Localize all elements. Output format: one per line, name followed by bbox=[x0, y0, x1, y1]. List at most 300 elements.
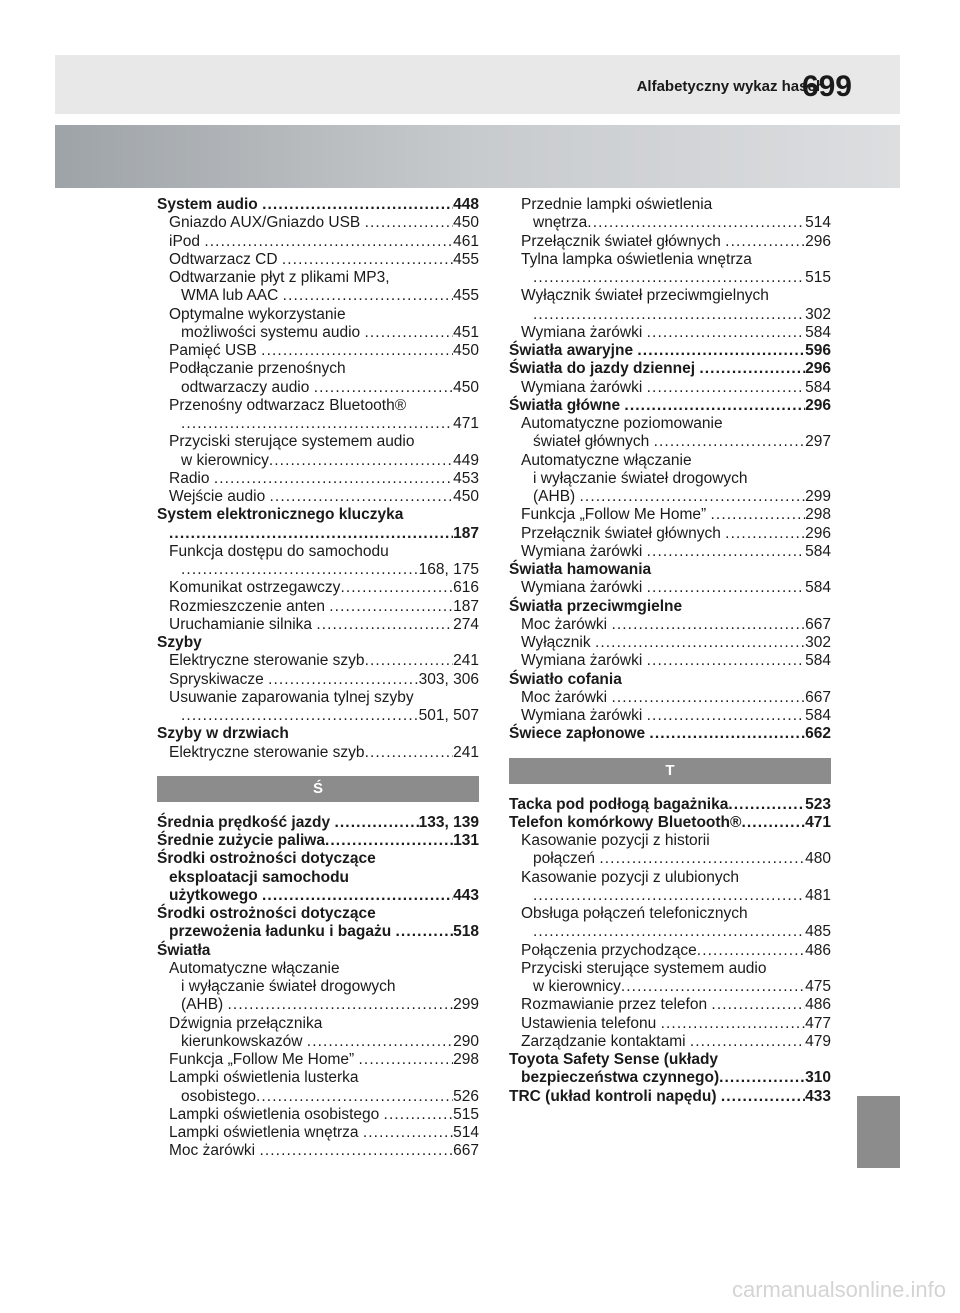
index-subentry bbox=[157, 342, 479, 360]
dot-leader bbox=[329, 598, 453, 616]
entry-text: Optymalne wykorzystanie bbox=[169, 305, 346, 323]
index-column-left bbox=[157, 196, 479, 1161]
index-subentry bbox=[157, 1015, 479, 1033]
page-reference: 303, 306 bbox=[418, 670, 479, 688]
entry-text: Przenośny odtwarzacz Bluetooth® bbox=[169, 396, 407, 414]
page-reference: 302 bbox=[805, 634, 831, 651]
dot-leader bbox=[654, 433, 806, 451]
index-subentry bbox=[509, 869, 831, 887]
section-title: Alfabetyczny wykaz haseł bbox=[636, 78, 820, 95]
index-subentry bbox=[509, 689, 831, 707]
index-subentry bbox=[157, 452, 479, 470]
entry-text: Rozmawianie przez telefon bbox=[521, 996, 712, 1014]
dot-leader bbox=[307, 1033, 453, 1051]
dot-leader bbox=[181, 561, 419, 579]
dot-leader bbox=[533, 887, 805, 905]
entry-text: Moc żarówki bbox=[521, 688, 612, 706]
index-entry bbox=[509, 342, 831, 360]
entry-text: możliwości systemu audio bbox=[181, 323, 365, 341]
entry-text: świateł głównych bbox=[533, 433, 654, 451]
index-subentry bbox=[157, 707, 479, 725]
entry-text: Wymiana żarówki bbox=[521, 378, 647, 396]
index-subentry bbox=[509, 960, 831, 978]
entry-text: Środki ostrożności dotyczące bbox=[157, 905, 376, 922]
page-reference: 475 bbox=[805, 978, 831, 995]
dot-leader bbox=[719, 1069, 805, 1087]
page-reference: 433 bbox=[805, 1087, 831, 1105]
index-subentry bbox=[509, 525, 831, 543]
dot-leader bbox=[340, 579, 453, 597]
dot-leader bbox=[283, 287, 453, 305]
entry-text: kierunkowskazów bbox=[181, 1032, 307, 1050]
index-subentry bbox=[509, 433, 831, 451]
dot-leader bbox=[334, 814, 418, 832]
index-subentry bbox=[157, 397, 479, 415]
entry-text: przewożenia ładunku i bagażu bbox=[169, 923, 396, 941]
entry-text: Światła hamowania bbox=[509, 561, 652, 578]
entry-text: Pamięć USB bbox=[169, 342, 262, 359]
page-reference: 667 bbox=[805, 615, 831, 633]
entry-text: Lampki oświetlenia lusterka bbox=[169, 1069, 359, 1087]
entry-text: Dźwignia przełącznika bbox=[169, 1014, 323, 1032]
index-subentry bbox=[157, 579, 479, 597]
entry-text: Ustawienia telefonu bbox=[521, 1014, 661, 1032]
dot-leader bbox=[647, 324, 806, 342]
index-subentry bbox=[157, 1088, 479, 1106]
index-entry bbox=[509, 814, 831, 832]
dot-leader bbox=[181, 415, 453, 433]
page-reference: 584 bbox=[805, 378, 831, 396]
index-subentry bbox=[157, 887, 479, 905]
index-subentry bbox=[157, 269, 479, 287]
index-subentry bbox=[509, 887, 831, 905]
dot-leader bbox=[359, 1051, 454, 1069]
entry-text: TRC (układ kontroli napędu) bbox=[509, 1087, 721, 1105]
index-subentry bbox=[509, 616, 831, 634]
index-entry bbox=[157, 725, 479, 743]
entry-text: System audio bbox=[157, 196, 263, 213]
index-subentry bbox=[509, 251, 831, 269]
entry-text: Środki ostrożności dotyczące bbox=[157, 850, 376, 868]
index-subentry bbox=[157, 1106, 479, 1124]
page-reference: 131 bbox=[453, 832, 479, 849]
index-subentry bbox=[157, 598, 479, 616]
page-reference: 187 bbox=[453, 524, 479, 542]
index-subentry bbox=[509, 452, 831, 470]
entry-text: Wymiana żarówki bbox=[521, 579, 647, 597]
entry-text: Odtwarzacz CD bbox=[169, 250, 282, 268]
index-subentry bbox=[509, 415, 831, 433]
dot-leader bbox=[647, 652, 806, 670]
entry-text: Wyłącznik bbox=[521, 634, 595, 651]
index-subentry bbox=[157, 543, 479, 561]
page-reference: 241 bbox=[453, 743, 479, 761]
entry-text: Moc żarówki bbox=[169, 1142, 260, 1160]
index-entry bbox=[509, 598, 831, 616]
dot-leader bbox=[282, 251, 453, 269]
entry-text: Średnia prędkość jazdy bbox=[157, 813, 335, 831]
index-subentry bbox=[509, 832, 831, 850]
page-reference: 450 bbox=[453, 488, 479, 505]
index-subentry bbox=[509, 707, 831, 725]
page-reference: 450 bbox=[453, 214, 479, 232]
index-entry bbox=[157, 196, 479, 214]
dot-leader bbox=[204, 233, 453, 251]
entry-text: Funkcja „Follow Me Home” bbox=[521, 506, 711, 524]
index-subentry bbox=[157, 415, 479, 433]
page-reference: 310 bbox=[805, 1069, 831, 1087]
dot-leader bbox=[365, 214, 454, 232]
entry-text: w kierownicy bbox=[181, 451, 269, 469]
index-entry bbox=[157, 832, 479, 850]
entry-text: Tylna lampka oświetlenia wnętrza bbox=[521, 250, 752, 268]
entry-text: Wymiana żarówki bbox=[521, 542, 647, 560]
index-subentry bbox=[157, 360, 479, 378]
index-subentry bbox=[509, 379, 831, 397]
entry-text: Przyciski sterujące systemem audio bbox=[169, 433, 415, 451]
page-reference: 477 bbox=[805, 1014, 831, 1032]
index-subentry bbox=[157, 470, 479, 488]
entry-text: WMA lub AAC bbox=[181, 287, 283, 305]
dot-leader bbox=[316, 616, 453, 634]
entry-text: Światła bbox=[157, 941, 211, 959]
dot-leader bbox=[270, 488, 454, 506]
index-subentry bbox=[157, 525, 479, 543]
page-reference: 596 bbox=[805, 342, 831, 359]
entry-text: (AHB) bbox=[533, 488, 580, 505]
index-subentry bbox=[157, 652, 479, 670]
dot-leader bbox=[711, 996, 805, 1014]
index-subentry bbox=[509, 543, 831, 561]
dot-leader bbox=[533, 269, 805, 287]
index-subentry bbox=[509, 1015, 831, 1033]
dot-leader bbox=[637, 342, 805, 360]
index-subentry bbox=[509, 942, 831, 960]
index-subentry bbox=[157, 1033, 479, 1051]
dot-leader bbox=[181, 707, 419, 725]
page-reference: 584 bbox=[805, 707, 831, 724]
index-subentry bbox=[157, 923, 479, 941]
entry-text: Komunikat ostrzegawczy bbox=[169, 579, 341, 597]
index-subentry bbox=[157, 561, 479, 579]
entry-text: Połączenia przychodzące bbox=[521, 941, 697, 959]
page-number: 699 bbox=[801, 70, 852, 103]
dot-leader bbox=[268, 671, 419, 689]
entry-text: i wyłączanie świateł drogowych bbox=[533, 469, 748, 487]
entry-text: Wejście audio bbox=[169, 488, 270, 505]
page-reference: 485 bbox=[805, 923, 831, 941]
dot-leader bbox=[365, 652, 454, 670]
dot-leader bbox=[647, 543, 806, 561]
dot-leader bbox=[728, 796, 805, 814]
dot-leader bbox=[599, 850, 805, 868]
index-subentry bbox=[509, 269, 831, 287]
entry-text: Wymiana żarówki bbox=[521, 707, 647, 724]
page-reference: 296 bbox=[805, 524, 831, 542]
page-reference: 187 bbox=[453, 597, 479, 615]
index-subentry bbox=[157, 1142, 479, 1160]
entry-text: odtwarzaczy audio bbox=[181, 378, 314, 396]
entry-text: Zarządzanie kontaktami bbox=[521, 1032, 690, 1050]
page-reference: 450 bbox=[453, 342, 479, 359]
entry-text: Światła awaryjne bbox=[509, 342, 638, 359]
entry-text: wnętrza bbox=[533, 214, 588, 232]
page-reference: 667 bbox=[805, 688, 831, 706]
index-subentry bbox=[157, 324, 479, 342]
entry-text: Uruchamianie silnika bbox=[169, 615, 317, 633]
dot-leader bbox=[711, 506, 806, 524]
dot-leader bbox=[533, 923, 805, 941]
index-entry bbox=[509, 725, 831, 743]
page-reference: 501, 507 bbox=[418, 707, 479, 724]
index-subentry bbox=[509, 287, 831, 305]
entry-text: eksploatacji samochodu bbox=[169, 868, 350, 886]
page-reference: 481 bbox=[805, 886, 831, 904]
index-subentry bbox=[509, 634, 831, 652]
dot-leader bbox=[587, 214, 805, 232]
header-banner bbox=[55, 125, 900, 188]
dot-leader bbox=[611, 616, 805, 634]
page-reference: 515 bbox=[805, 269, 831, 286]
page-reference: 450 bbox=[453, 378, 479, 396]
index-subentry bbox=[157, 287, 479, 305]
page-reference: 616 bbox=[453, 579, 479, 597]
entry-text: Przełącznik świateł głównych bbox=[521, 232, 726, 250]
chapter-side-tab bbox=[857, 1096, 900, 1168]
page-reference: 667 bbox=[453, 1142, 479, 1160]
index-subentry bbox=[157, 1069, 479, 1087]
dot-leader bbox=[697, 942, 805, 960]
index-subentry bbox=[509, 488, 831, 506]
index-subentry bbox=[509, 506, 831, 524]
entry-text: Wymiana żarówki bbox=[521, 652, 647, 670]
index-entry bbox=[509, 1051, 831, 1069]
dot-leader bbox=[384, 1106, 454, 1124]
entry-text: Elektryczne sterowanie szyb bbox=[169, 652, 365, 670]
entry-text: Świece zapłonowe bbox=[509, 725, 650, 743]
index-column-right bbox=[509, 196, 831, 1106]
dot-leader bbox=[580, 488, 806, 506]
index-subentry bbox=[157, 1051, 479, 1069]
page-reference: 514 bbox=[453, 1124, 479, 1141]
entry-text: Automatyczne poziomowanie bbox=[521, 415, 723, 432]
index-subentry bbox=[157, 306, 479, 324]
page-reference: 514 bbox=[805, 214, 831, 232]
dot-leader bbox=[396, 923, 454, 941]
index-subentry bbox=[509, 905, 831, 923]
entry-text: Funkcja dostępu do samochodu bbox=[169, 542, 389, 560]
page-reference: 515 bbox=[453, 1105, 479, 1123]
watermark: carmanualsonline.info bbox=[731, 1277, 946, 1302]
entry-text: Szyby bbox=[157, 634, 202, 651]
page-reference: 584 bbox=[805, 323, 831, 341]
dot-leader bbox=[228, 996, 454, 1014]
page-reference: 486 bbox=[805, 996, 831, 1014]
index-entry bbox=[157, 850, 479, 868]
entry-text: Automatyczne włączanie bbox=[521, 451, 692, 469]
entry-text: Elektryczne sterowanie szyb bbox=[169, 743, 365, 761]
page-reference: 455 bbox=[453, 287, 479, 305]
entry-text: Światła główne bbox=[509, 396, 625, 414]
page-reference: 443 bbox=[453, 886, 479, 904]
entry-text: połączeń bbox=[533, 850, 600, 868]
dot-leader bbox=[721, 1088, 805, 1106]
entry-text: w kierownicy bbox=[533, 978, 621, 995]
dot-leader bbox=[169, 525, 453, 543]
index-subentry bbox=[157, 433, 479, 451]
page-reference: 453 bbox=[453, 469, 479, 487]
index-subentry bbox=[509, 196, 831, 214]
entry-text: Funkcja „Follow Me Home” bbox=[169, 1051, 359, 1068]
entry-text: Kasowanie pozycji z historii bbox=[521, 832, 710, 849]
entry-text: Wymiana żarówki bbox=[521, 323, 647, 341]
index-subentry bbox=[157, 960, 479, 978]
page-reference: 296 bbox=[805, 232, 831, 250]
index-subentry bbox=[509, 978, 831, 996]
index-subentry bbox=[509, 996, 831, 1014]
index-subentry bbox=[509, 579, 831, 597]
dot-leader bbox=[741, 814, 805, 832]
page-reference: 584 bbox=[805, 542, 831, 560]
entry-text: System elektronicznego kluczyka bbox=[157, 506, 404, 524]
dot-leader bbox=[256, 1088, 453, 1106]
entry-text: Obsługa połączeń telefonicznych bbox=[521, 905, 748, 922]
page-reference: 448 bbox=[453, 196, 479, 213]
dot-leader bbox=[699, 360, 805, 378]
index-entry bbox=[157, 814, 479, 832]
entry-text: Przednie lampki oświetlenia bbox=[521, 196, 713, 213]
index-subentry bbox=[157, 978, 479, 996]
page-reference: 523 bbox=[805, 795, 831, 813]
page-reference: 302 bbox=[805, 305, 831, 323]
entry-text: Światło cofania bbox=[509, 670, 622, 688]
page-reference: 455 bbox=[453, 250, 479, 268]
index-subentry bbox=[509, 1033, 831, 1051]
index-subentry bbox=[509, 1069, 831, 1087]
entry-text: Gniazdo AUX/Gniazdo USB bbox=[169, 214, 365, 232]
entry-text: Wyłącznik świateł przeciwmgielnych bbox=[521, 287, 769, 305]
entry-text: Lampki oświetlenia wnętrza bbox=[169, 1124, 363, 1141]
index-entry bbox=[509, 360, 831, 378]
entry-text: Kasowanie pozycji z ulubionych bbox=[521, 868, 739, 886]
dot-leader bbox=[314, 379, 453, 397]
entry-text: Tacka pod podłogą bagażnika bbox=[509, 795, 729, 813]
index-entry bbox=[509, 561, 831, 579]
page-reference: 518 bbox=[453, 923, 479, 941]
index-subentry bbox=[157, 488, 479, 506]
dot-leader bbox=[363, 1124, 453, 1142]
index-entry bbox=[509, 397, 831, 415]
index-entry bbox=[509, 1088, 831, 1106]
entry-text: użytkowego bbox=[169, 886, 263, 904]
page-reference: 479 bbox=[805, 1032, 831, 1050]
index-subentry bbox=[157, 233, 479, 251]
page-reference: 296 bbox=[805, 396, 831, 414]
page-reference: 296 bbox=[805, 360, 831, 378]
index-entry bbox=[157, 942, 479, 960]
entry-text: Przełącznik świateł głównych bbox=[521, 524, 726, 542]
page-reference: 662 bbox=[805, 725, 831, 743]
page-reference: 451 bbox=[453, 323, 479, 341]
page-reference: 449 bbox=[453, 451, 479, 469]
dot-leader bbox=[262, 196, 453, 214]
section-letter-bar: Ś bbox=[157, 776, 479, 802]
dot-leader bbox=[649, 725, 805, 743]
page-reference: 168, 175 bbox=[418, 561, 479, 578]
dot-leader bbox=[647, 579, 806, 597]
index-entry bbox=[157, 634, 479, 652]
entry-text: Moc żarówki bbox=[521, 615, 612, 633]
page-reference: 471 bbox=[805, 813, 831, 831]
page-reference: 471 bbox=[453, 415, 479, 432]
dot-leader bbox=[611, 689, 805, 707]
page-reference: 584 bbox=[805, 652, 831, 670]
dot-leader bbox=[647, 379, 806, 397]
index-entry bbox=[509, 796, 831, 814]
index-subentry bbox=[509, 306, 831, 324]
index-subentry bbox=[157, 379, 479, 397]
entry-text: Światła przeciwmgielne bbox=[509, 597, 683, 615]
index-subentry bbox=[157, 1124, 479, 1142]
dot-leader bbox=[690, 1033, 805, 1051]
index-subentry bbox=[509, 214, 831, 232]
entry-text: Światła do jazdy dziennej bbox=[509, 360, 700, 378]
page-reference: 290 bbox=[453, 1032, 479, 1050]
page-reference: 486 bbox=[805, 941, 831, 959]
index-subentry bbox=[157, 869, 479, 887]
entry-text: iPod bbox=[169, 232, 205, 250]
index-subentry bbox=[509, 923, 831, 941]
entry-text: Podłączanie przenośnych bbox=[169, 360, 346, 378]
dot-leader bbox=[262, 887, 453, 905]
dot-leader bbox=[261, 342, 453, 360]
entry-text: bezpieczeństwa czynnego) bbox=[521, 1069, 720, 1087]
index-subentry bbox=[509, 850, 831, 868]
entry-text: Toyota Safety Sense (układy bbox=[509, 1051, 719, 1068]
dot-leader bbox=[259, 1142, 453, 1160]
page-reference: 461 bbox=[453, 232, 479, 250]
entry-text: Szyby w drzwiach bbox=[157, 725, 289, 743]
entry-text: Radio bbox=[169, 469, 214, 487]
entry-text: (AHB) bbox=[181, 996, 228, 1014]
dot-leader bbox=[621, 978, 805, 996]
page-reference: 526 bbox=[453, 1087, 479, 1105]
index-subentry bbox=[509, 324, 831, 342]
dot-leader bbox=[364, 324, 453, 342]
index-subentry bbox=[157, 744, 479, 762]
page-reference: 584 bbox=[805, 579, 831, 597]
index-entry bbox=[157, 506, 479, 524]
page-reference: 274 bbox=[453, 615, 479, 633]
dot-leader bbox=[661, 1015, 806, 1033]
entry-text: i wyłączanie świateł drogowych bbox=[181, 978, 396, 995]
dot-leader bbox=[214, 470, 453, 488]
dot-leader bbox=[647, 707, 806, 725]
entry-text: Usuwanie zaparowania tylnej szyby bbox=[169, 688, 414, 706]
index-entry bbox=[509, 671, 831, 689]
index-subentry bbox=[509, 652, 831, 670]
entry-text: Odtwarzanie płyt z plikami MP3, bbox=[169, 269, 390, 286]
entry-text: Automatyczne włączanie bbox=[169, 959, 340, 977]
page-reference: 241 bbox=[453, 652, 479, 670]
index-subentry bbox=[157, 996, 479, 1014]
page-reference: 297 bbox=[805, 433, 831, 451]
entry-text: osobistego bbox=[181, 1087, 256, 1105]
index-subentry bbox=[157, 214, 479, 232]
page-reference: 298 bbox=[805, 506, 831, 524]
index-subentry bbox=[157, 251, 479, 269]
entry-text: Lampki oświetlenia osobistego bbox=[169, 1105, 384, 1123]
